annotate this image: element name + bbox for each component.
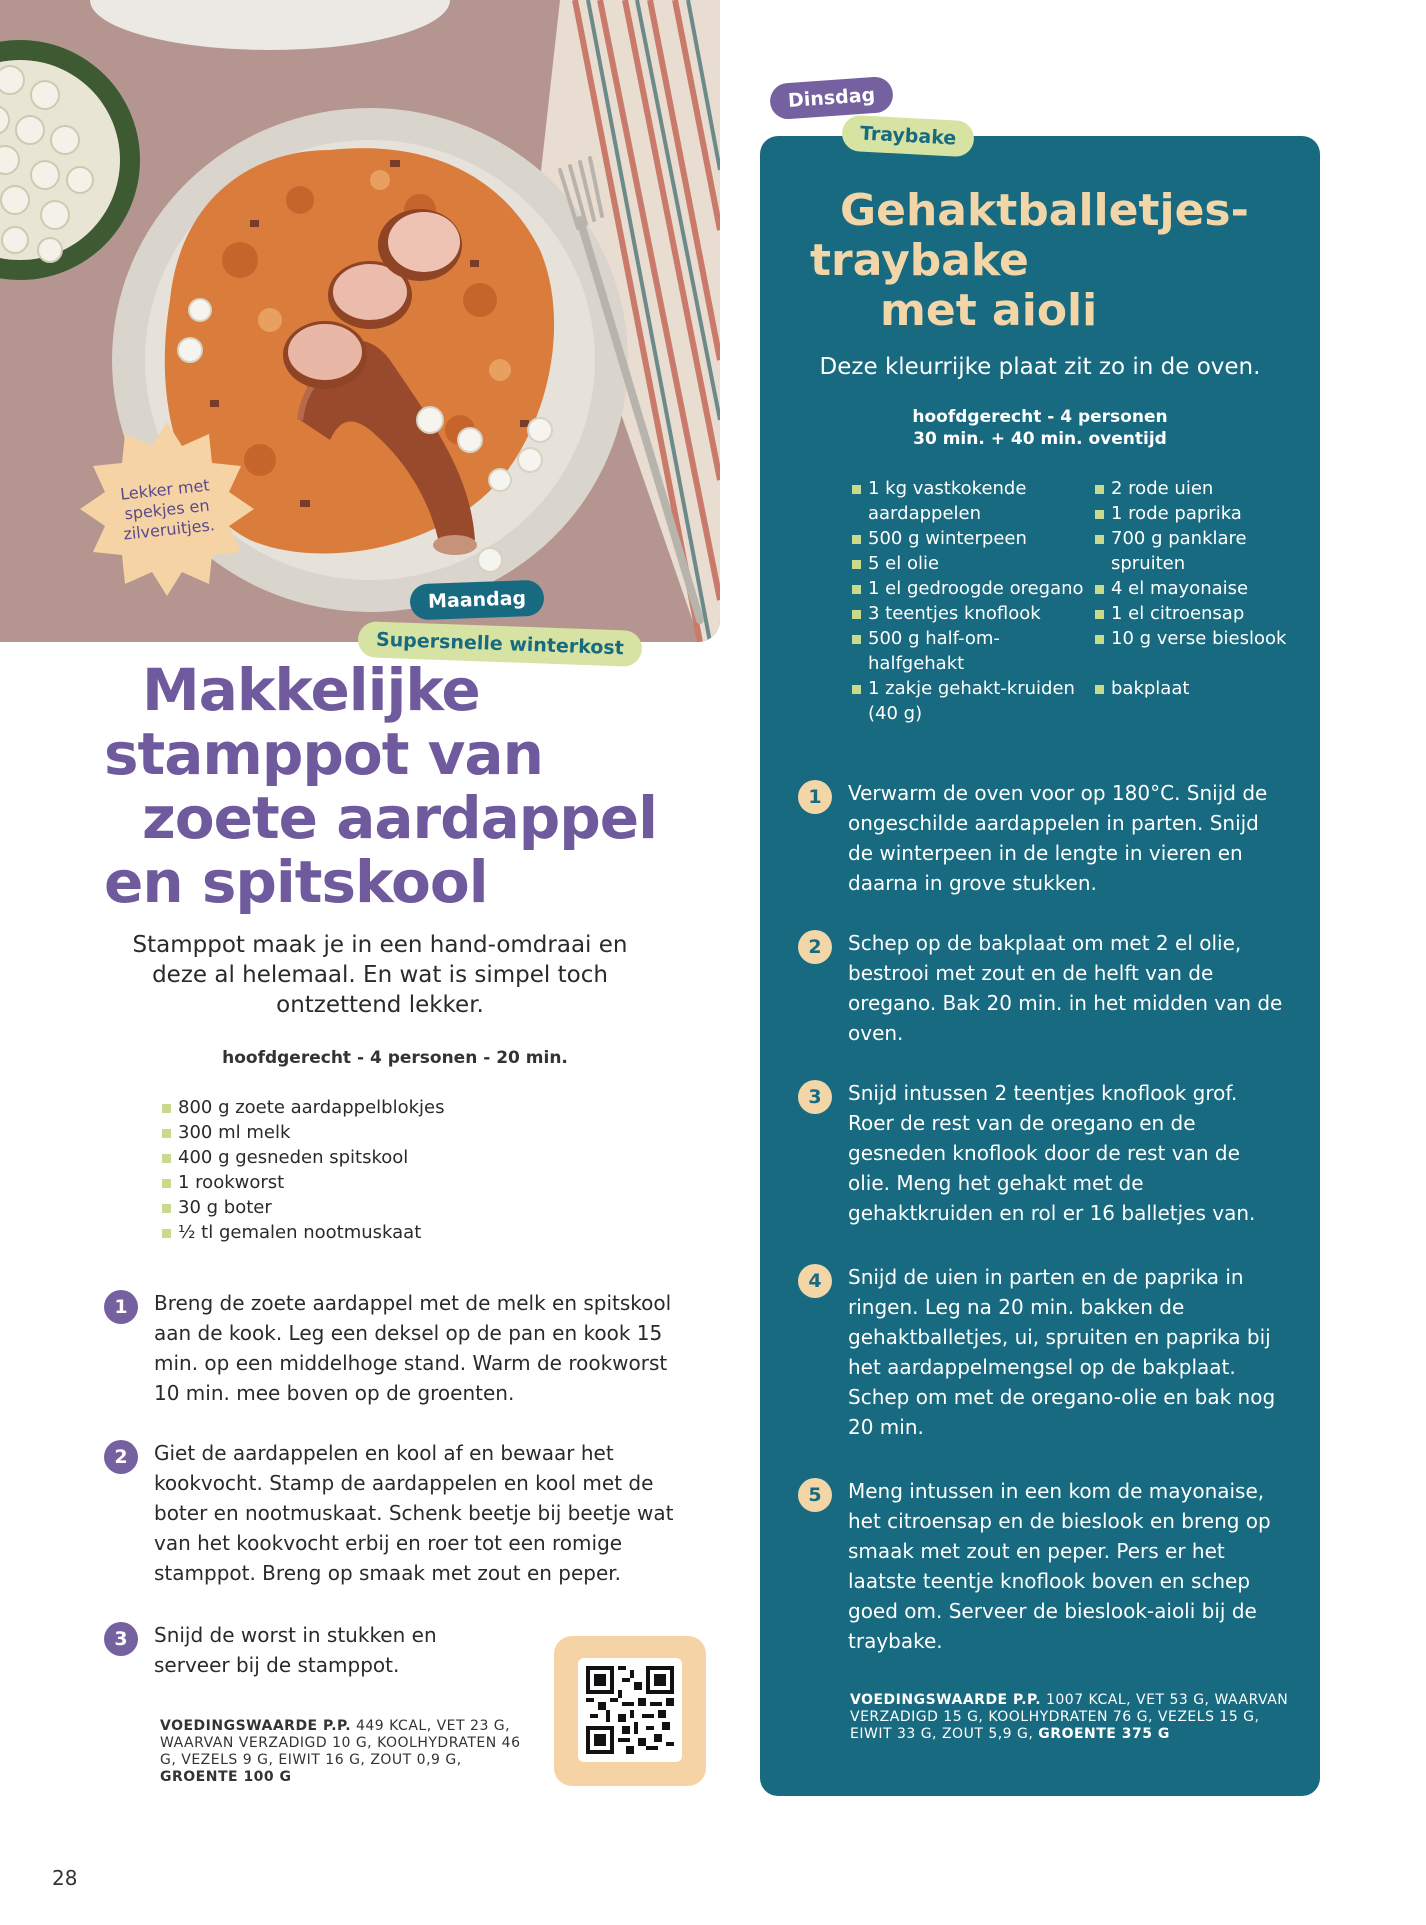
- step-number-badge: 4: [798, 1264, 832, 1298]
- ingredient-item: 800 g zoete aardappelblokjes: [160, 1095, 580, 1120]
- left-title-line-2: stamppot van: [104, 720, 543, 788]
- right-title-line-2: traybake: [810, 235, 1029, 286]
- ingredient-item: ½ tl gemalen nootmuskaat: [160, 1220, 580, 1245]
- ingredient-item: 30 g boter: [160, 1195, 580, 1220]
- step-number-badge: 2: [104, 1440, 138, 1474]
- ingredient-item: 2 rode uien: [1093, 476, 1293, 501]
- nutrition-values: 1007 KCAL, VET 53 G, WAARVAN VERZADIGD 15 G, KOOLHYDRATEN 76 G, VEZELS 15 G, EIWIT 33 G, ZOUT 5,9 G,: [850, 1692, 1289, 1742]
- ingredient-item: bakplaat: [1093, 676, 1293, 701]
- category-tag-winter: Supersnelle winterkost: [357, 621, 642, 667]
- qr-code-box[interactable]: [554, 1636, 706, 1786]
- ingredient-item: 300 ml melk: [160, 1120, 580, 1145]
- left-step-1: [104, 1288, 694, 1408]
- step-text: Verwarm de oven voor op 180°C. Snijd de ongeschilde aardappelen in parten. Snijd de winterpeen in de lengte in vieren en daarna in grove stukken.: [848, 781, 1268, 895]
- step-text: Schep op de bakplaat om met 2 el olie, bestrooi met zout en de helft van de oregano. Bak 20 min. in het midden van de oven.: [848, 931, 1283, 1045]
- ingredient-item: 400 g gesneden spitskool: [160, 1145, 580, 1170]
- nutrition-vegetables: GROENTE 100 G: [160, 1769, 292, 1785]
- tip-starburst-badge: [76, 418, 258, 600]
- ingredient-item: 1 zakje gehakt-kruiden (40 g): [850, 676, 1090, 726]
- nutrition-label: VOEDINGSWAARDE P.P.: [160, 1718, 352, 1734]
- nutrition-label: VOEDINGSWAARDE P.P.: [850, 1692, 1042, 1708]
- ingredient-item: 1 rookworst: [160, 1170, 580, 1195]
- ingredient-item: 1 rode paprika: [1093, 501, 1293, 526]
- left-step-3: [104, 1620, 454, 1680]
- left-recipe-intro: Stamppot maak je in een hand-omdraai en deze al helemaal. En wat is simpel toch ontzettend lekker.: [132, 932, 628, 1018]
- page-number: 28: [52, 1866, 78, 1890]
- step-text: Meng intussen in een kom de mayonaise, het citroensap en de bieslook en breng op smaak met zout en peper. Pers er het laatste teentje knoflook boven en schep goed om. Serveer de bieslook-aioli bij de traybake.: [848, 1479, 1271, 1653]
- left-step-2: [104, 1438, 694, 1588]
- ingredient-item: 4 el mayonaise: [1093, 576, 1293, 601]
- ingredient-item: 5 el olie: [850, 551, 1090, 576]
- right-step-3: [798, 1078, 1288, 1228]
- step-text: Snijd intussen 2 teentjes knoflook grof. Roer de rest van de oregano en de gesneden knoflook door de rest van de olie. Meng het gehakt met de gehaktkruiden en rol er 16 balletjes van.: [848, 1081, 1256, 1225]
- right-title-line-3: met aioli: [880, 285, 1098, 336]
- right-meta-time: 30 min. + 40 min. oventijd: [913, 429, 1167, 449]
- right-ingredient-list-col2: [1093, 476, 1293, 701]
- ingredient-item: 1 el gedroogde oregano: [850, 576, 1090, 601]
- day-tag-monday: Maandag: [409, 580, 544, 621]
- step-number-badge: 3: [798, 1080, 832, 1114]
- ingredient-item: 3 teentjes knoflook: [850, 601, 1090, 626]
- left-recipe-meta: hoofdgerecht - 4 personen - 20 min.: [222, 1048, 568, 1068]
- ingredient-item: 1 el citroensap: [1093, 601, 1293, 626]
- category-tag-traybake: Traybake: [841, 115, 975, 158]
- right-step-1: [798, 778, 1288, 898]
- left-nutrition-info: [160, 1718, 530, 1786]
- right-step-5: [798, 1476, 1288, 1656]
- right-recipe-intro: Deze kleurrijke plaat zit zo in de oven.: [819, 354, 1261, 380]
- step-number-badge: 5: [798, 1478, 832, 1512]
- qr-code[interactable]: [578, 1658, 682, 1762]
- right-recipe-meta: [880, 406, 1200, 450]
- right-step-2: [798, 928, 1288, 1048]
- right-meta-servings: hoofdgerecht - 4 personen: [912, 407, 1168, 427]
- right-title-line-1: Gehaktballetjes-: [840, 185, 1249, 236]
- left-title-line-4: en spitskool: [104, 848, 488, 916]
- step-number-badge: 2: [798, 930, 832, 964]
- right-ingredient-list-col1: [850, 476, 1090, 726]
- ingredient-item: 700 g panklare spruiten: [1093, 526, 1293, 576]
- left-title-line-3: zoete aardappel: [142, 784, 657, 852]
- right-recipe-title: [810, 186, 1290, 336]
- step-number-badge: 3: [104, 1622, 138, 1656]
- nutrition-vegetables: GROENTE 375 G: [1038, 1726, 1170, 1742]
- step-number-badge: 1: [104, 1290, 138, 1324]
- step-text: Snijd de worst in stukken en serveer bij de stamppot.: [154, 1623, 437, 1677]
- day-tag-tuesday: Dinsdag: [769, 76, 894, 121]
- left-title-line-1: Makkelijke: [142, 656, 480, 724]
- ingredient-item: 1 kg vastkokende aardappelen: [850, 476, 1090, 526]
- ingredient-item: 500 g half-om-halfgehakt: [850, 626, 1090, 676]
- left-recipe-title: [104, 658, 724, 914]
- ingredient-item: 10 g verse bieslook: [1093, 626, 1293, 651]
- qr-code-icon: [586, 1666, 674, 1754]
- tip-text: Lekker met spekjes en zilveruitjes.: [119, 475, 216, 544]
- left-ingredient-list: [160, 1095, 580, 1245]
- step-text: Breng de zoete aardappel met de melk en spitskool aan de kook. Leg een deksel op de pan en kook 15 min. op een middelhoge stand. Warm de rookworst 10 min. mee boven op de groenten.: [154, 1291, 672, 1405]
- step-number-badge: 1: [798, 780, 832, 814]
- step-text: Snijd de uien in parten en de paprika in ringen. Leg na 20 min. bakken de gehaktballetjes, ui, spruiten en paprika bij het aardappelmengsel op de bakplaat. Schep om met de oregano-olie en bak nog 20 min.: [848, 1265, 1276, 1439]
- right-nutrition-info: [850, 1692, 1290, 1743]
- nutrition-values: 449 KCAL, VET 23 G, WAARVAN VERZADIGD 10 G, KOOLHYDRATEN 46 G, VEZELS 9 G, EIWIT 16 G, ZOUT 0,9 G,: [160, 1718, 521, 1768]
- right-step-4: [798, 1262, 1288, 1442]
- ingredient-item: 500 g winterpeen: [850, 526, 1090, 551]
- step-text: Giet de aardappelen en kool af en bewaar het kookvocht. Stamp de aardappelen en kool met de boter en nootmuskaat. Schenk beetje bij beetje wat van het kookvocht erbij en roer tot een romige stamppot. Breng op smaak met zout en peper.: [154, 1441, 674, 1585]
